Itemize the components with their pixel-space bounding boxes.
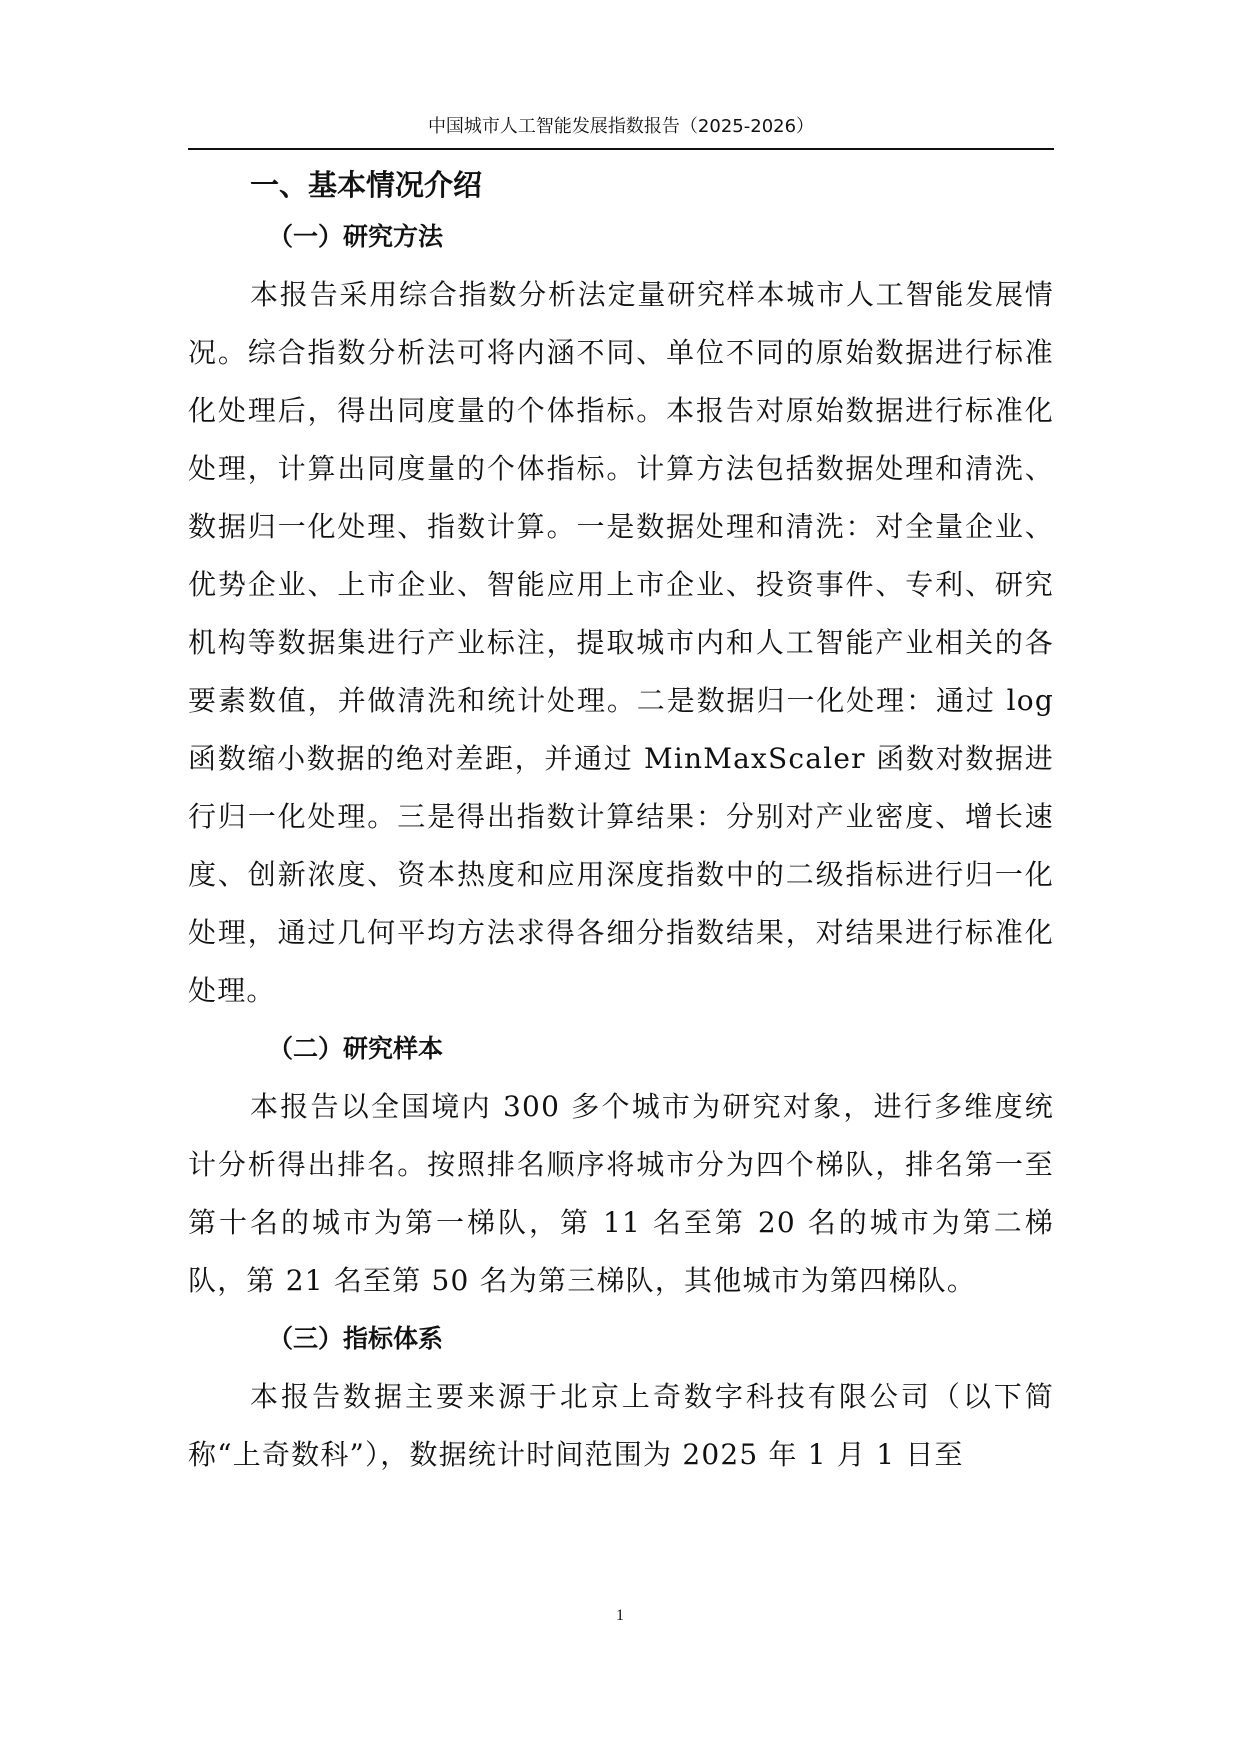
subsection-heading-indicators: （三）指标体系 [268, 1324, 444, 1353]
sentence: 综合指数分析法可将内涵不同、单位不同的原始数据进行标准化处理后，得出同度量的个体指标。 [188, 336, 1055, 427]
page-number: 1 [616, 1607, 624, 1624]
sentence: 本报告数据主要来源于北京上奇数字科技有限公司（以下简称“上奇数科”），数据统计时间范围为 2025 年 1 月 1 日至 [188, 1380, 1054, 1471]
sentence: 按照排名顺序将城市分为四个梯队，排名第一至第十名的城市为第一梯队，第 11 名至第 20 名的城市为第二梯队，第 21 名至第 50 名为第三梯队，其他城市为第四梯队。 [188, 1148, 1055, 1297]
report-title: 中国城市人工智能发展指数报告（2025-2026） [427, 116, 815, 137]
page-header [188, 114, 1054, 140]
subsection-heading-sample: （二）研究样本 [268, 1034, 444, 1063]
paragraph-methods [188, 266, 1054, 1020]
sentence: 二是数据归一化处理：通过 log 函数缩小数据的绝对差距，并通过 MinMaxScaler 函数对数据进行归一化处理。 [188, 684, 1054, 833]
section-heading: 一、基本情况介绍 [250, 168, 483, 202]
paragraph-indicators [188, 1368, 1054, 1484]
sentence: 本报告采用综合指数分析法定量研究样本城市人工智能发展情况。 [188, 278, 1054, 369]
sentence: 本报告对原始数据进行标准化处理，计算出同度量的个体指标。 [188, 394, 1054, 485]
page-body [188, 162, 1054, 1484]
paragraph-sample [188, 1078, 1054, 1310]
sentence: 本报告以全国境内 300 多个城市为研究对象，进行多维度统计分析得出排名。 [188, 1090, 1054, 1181]
sentence: 三是得出指数计算结果：分别对产业密度、增长速度、创新浓度、资本热度和应用深度指数中的二级指标进行归一化处理，通过几何平均方法求得各细分指数结果，对结果进行标准化处理。 [188, 800, 1054, 1007]
sentence: 一是数据处理和清洗：对全量企业、优势企业、上市企业、智能应用上市企业、投资事件、专利、研究机构等数据集进行产业标注，提取城市内和人工智能产业相关的各要素数值，并做清洗和统计处理。 [188, 510, 1054, 717]
header-divider [188, 148, 1054, 150]
subsection-heading-methods: （一）研究方法 [268, 222, 444, 251]
sentence: 计算方法包括数据处理和清洗、数据归一化处理、指数计算。 [188, 452, 1054, 543]
